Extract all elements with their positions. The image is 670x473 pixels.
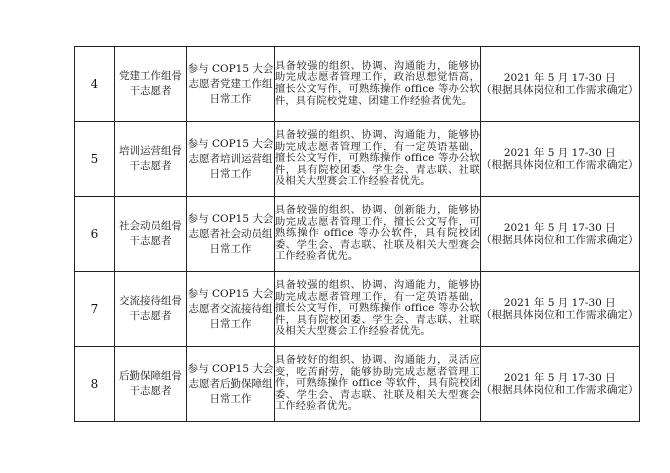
position-duty: 参与 COP15 大会志愿者后勤保障组日常工作 [187,347,275,422]
position-duty: 参与 COP15 大会志愿者社会动员组日常工作 [187,197,275,272]
position-requirements: 具备较强的组织、协调、沟通能力，能够协助完成志愿者管理工作，有一定英语基础，擅长公文写作，可熟练操作 office 等办公软件，具有院校团委、学生会、青志联、社联及相关大型赛会工作经验者优先。 [275,272,481,347]
position-name: 社会动员组骨干志愿者 [115,197,187,272]
service-date-note: （根据具体岗位和工作需求确定） [481,309,639,321]
position-name: 培训运营组骨干志愿者 [115,122,187,197]
position-requirements: 具备较强的组织、协调、沟通能力，能够协助完成志愿者管理工作，有一定英语基础，擅长公文写作，可熟练操作 office 等办公软件，具有院校团委、学生会、青志联、社联及相关大型赛会工作经验者优先。 [275,122,481,197]
row-number: 4 [75,47,115,122]
row-number: 7 [75,272,115,347]
position-name: 党建工作组骨干志愿者 [115,47,187,122]
service-date-note: （根据具体岗位和工作需求确定） [481,384,639,396]
table-row [75,122,640,197]
table-row [75,347,640,422]
service-time [481,122,640,197]
volunteer-positions-table [74,46,640,422]
service-date-note: （根据具体岗位和工作需求确定） [481,159,639,171]
service-time [481,47,640,122]
position-requirements: 具备较强的组织、协调、沟通能力，能够协助完成志愿者管理工作，政治思想觉悟高，擅长公文写作，可熟练操作 office 等办公软件，具有院校党建、团建工作经验者优先。 [275,47,481,122]
row-number: 8 [75,347,115,422]
service-date: 2021 年 5 月 17-30 日 [503,296,616,309]
table-row [75,47,640,122]
table-row [75,272,640,347]
service-date: 2021 年 5 月 17-30 日 [503,371,616,384]
service-time [481,347,640,422]
position-requirements: 具备较强的组织、协调、创新能力，能够协助完成志愿者管理工作，擅长公文写作，可熟练操作 office 等办公软件，具有院校团委、学生会、青志联、社联及相关大型赛会工作经验者优先。 [275,197,481,272]
position-requirements: 具备较好的组织、协调、沟通能力，灵活应变，吃苦耐劳，能够协助完成志愿者管理工作，可熟练操作 office 等软件，具有院校团委、学生会、青志联、社联及相关大型赛会工作经验者优先。 [275,347,481,422]
row-number: 6 [75,197,115,272]
service-date-note: （根据具体岗位和工作需求确定） [481,84,639,96]
position-duty: 参与 COP15 大会志愿者培训运营组日常工作 [187,122,275,197]
position-name: 后勤保障组骨干志愿者 [115,347,187,422]
service-date-note: （根据具体岗位和工作需求确定） [481,234,639,246]
service-date: 2021 年 5 月 17-30 日 [503,221,616,234]
position-duty: 参与 COP15 大会志愿者交流接待组日常工作 [187,272,275,347]
table-row [75,197,640,272]
service-time [481,272,640,347]
position-name: 交流接待组骨干志愿者 [115,272,187,347]
service-date: 2021 年 5 月 17-30 日 [503,146,616,159]
service-date: 2021 年 5 月 17-30 日 [503,71,616,84]
position-duty: 参与 COP15 大会志愿者党建工作组日常工作 [187,47,275,122]
row-number: 5 [75,122,115,197]
service-time [481,197,640,272]
